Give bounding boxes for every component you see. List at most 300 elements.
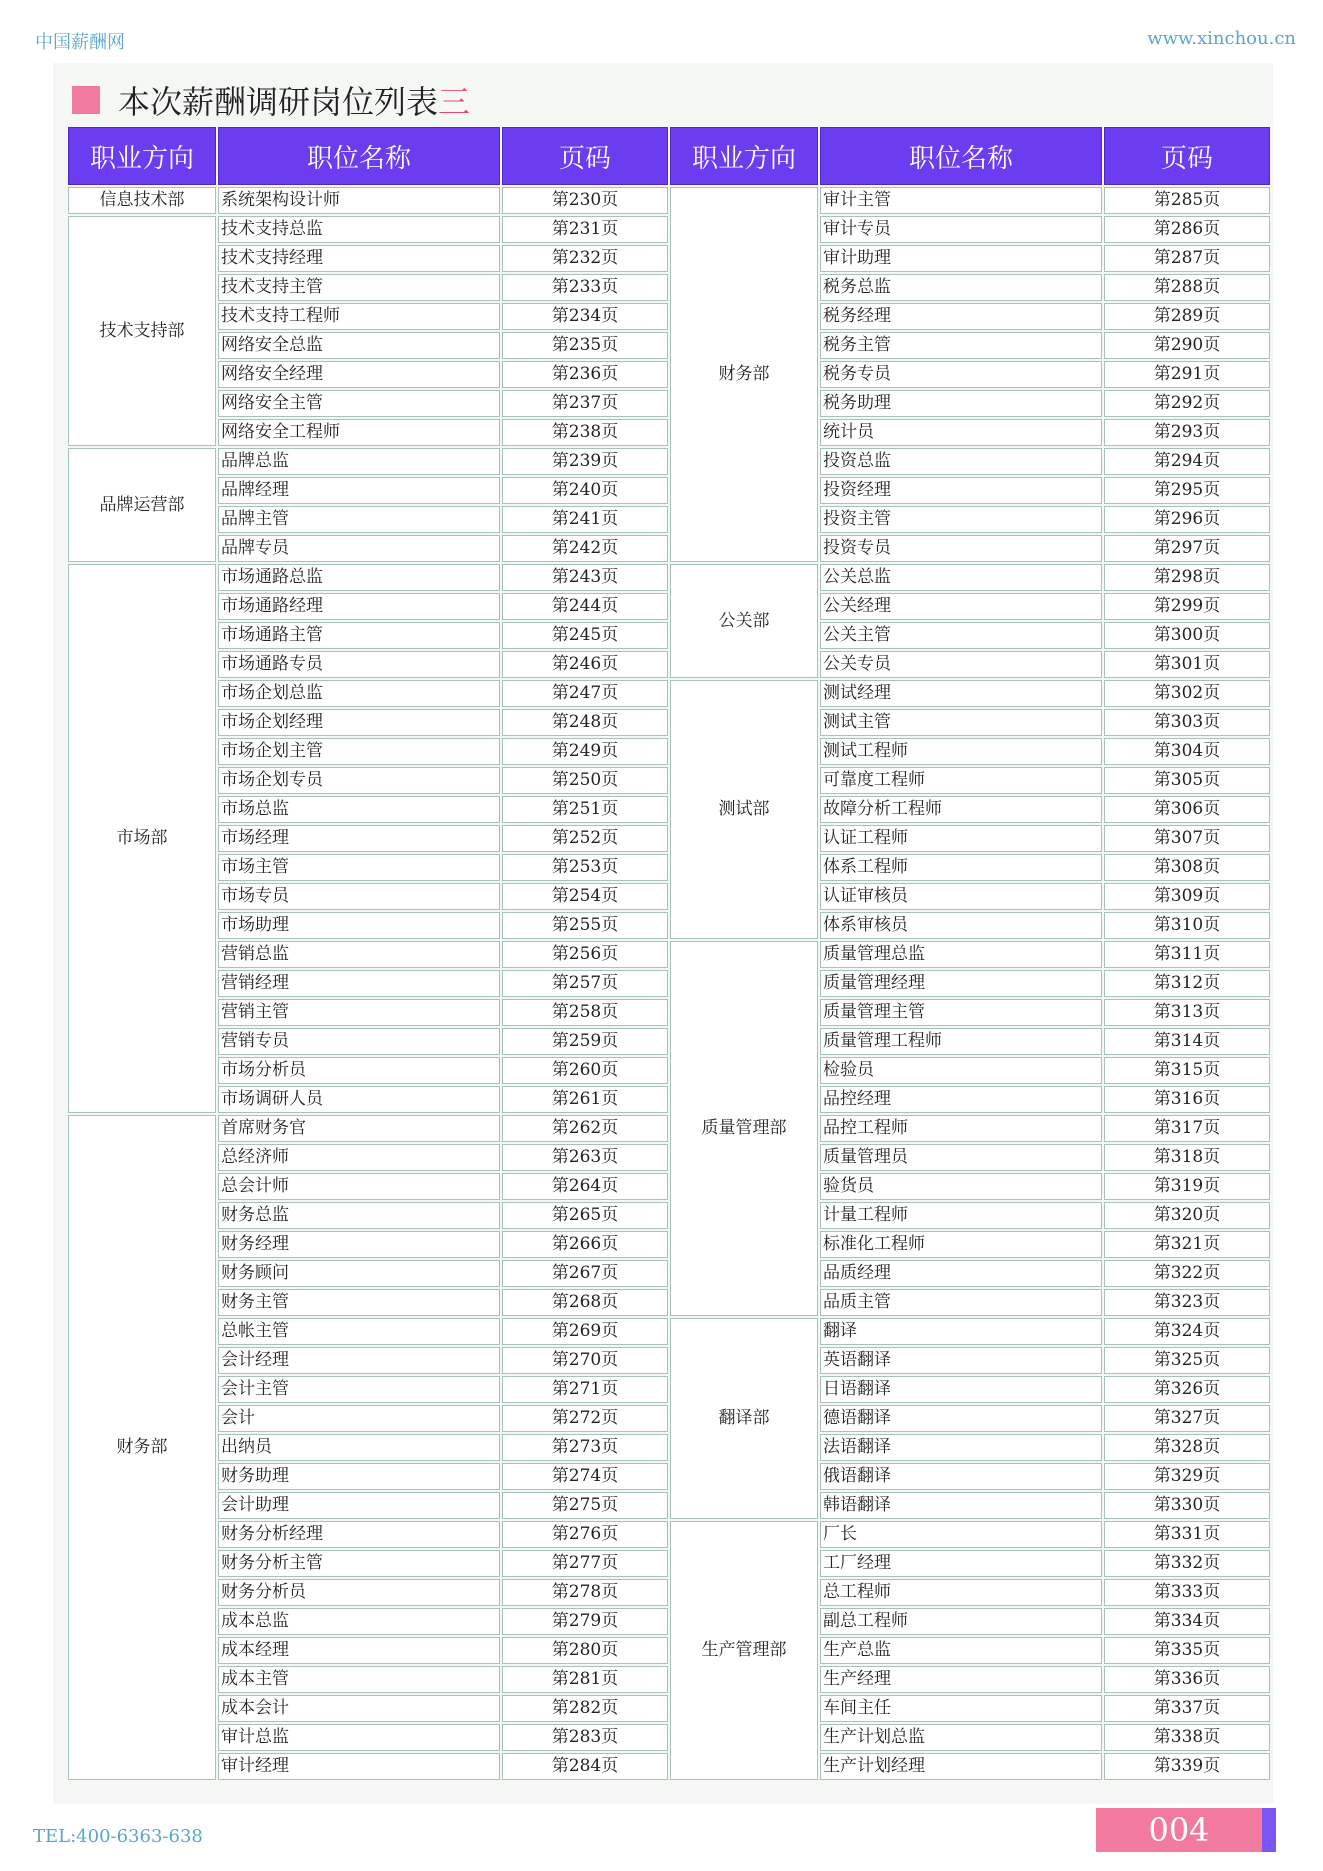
right-page-cell: 第327页 bbox=[1104, 1405, 1270, 1432]
left-page-cell: 第238页 bbox=[502, 419, 668, 446]
left-page-cell: 第261页 bbox=[502, 1086, 668, 1113]
left-position-cell: 财务经理 bbox=[218, 1231, 500, 1258]
right-page-cell: 第286页 bbox=[1104, 216, 1270, 243]
left-position-cell: 市场主管 bbox=[218, 854, 500, 881]
left-position-cell: 会计经理 bbox=[218, 1347, 500, 1374]
table-row bbox=[68, 477, 1270, 504]
page-number-stripe bbox=[1262, 1808, 1276, 1852]
table-row bbox=[68, 1086, 1270, 1113]
left-position-cell: 营销经理 bbox=[218, 970, 500, 997]
left-page-cell: 第234页 bbox=[502, 303, 668, 330]
header-left-page: 页码 bbox=[502, 127, 668, 185]
left-position-cell: 财务顾问 bbox=[218, 1260, 500, 1287]
right-page-cell: 第316页 bbox=[1104, 1086, 1270, 1113]
right-page-cell: 第288页 bbox=[1104, 274, 1270, 301]
right-page-cell: 第333页 bbox=[1104, 1579, 1270, 1606]
left-page-cell: 第269页 bbox=[502, 1318, 668, 1345]
table-row bbox=[68, 1202, 1270, 1229]
right-position-cell: 公关总监 bbox=[820, 564, 1102, 591]
right-page-cell: 第307页 bbox=[1104, 825, 1270, 852]
right-position-cell: 质量管理员 bbox=[820, 1144, 1102, 1171]
right-page-cell: 第315页 bbox=[1104, 1057, 1270, 1084]
table-row bbox=[68, 1521, 1270, 1548]
table-row bbox=[68, 245, 1270, 272]
left-page-cell: 第282页 bbox=[502, 1695, 668, 1722]
left-page-cell: 第254页 bbox=[502, 883, 668, 910]
left-position-cell: 会计助理 bbox=[218, 1492, 500, 1519]
right-page-cell: 第328页 bbox=[1104, 1434, 1270, 1461]
left-position-cell: 成本总监 bbox=[218, 1608, 500, 1635]
table-row bbox=[68, 796, 1270, 823]
right-position-cell: 审计助理 bbox=[820, 245, 1102, 272]
left-page-cell: 第271页 bbox=[502, 1376, 668, 1403]
left-position-cell: 总帐主管 bbox=[218, 1318, 500, 1345]
right-position-cell: 认证审核员 bbox=[820, 883, 1102, 910]
table-row bbox=[68, 535, 1270, 562]
right-page-cell: 第294页 bbox=[1104, 448, 1270, 475]
right-position-cell: 生产经理 bbox=[820, 1666, 1102, 1693]
right-page-cell: 第313页 bbox=[1104, 999, 1270, 1026]
left-page-cell: 第239页 bbox=[502, 448, 668, 475]
left-page-cell: 第230页 bbox=[502, 187, 668, 214]
table-row bbox=[68, 1115, 1270, 1142]
header-right-page: 页码 bbox=[1104, 127, 1270, 185]
right-page-cell: 第324页 bbox=[1104, 1318, 1270, 1345]
table-row bbox=[68, 709, 1270, 736]
right-position-cell: 验货员 bbox=[820, 1173, 1102, 1200]
table-row bbox=[68, 564, 1270, 591]
page-number-box bbox=[1096, 1808, 1262, 1852]
right-position-cell: 品控经理 bbox=[820, 1086, 1102, 1113]
table-row bbox=[68, 999, 1270, 1026]
right-page-cell: 第329页 bbox=[1104, 1463, 1270, 1490]
table-row bbox=[68, 970, 1270, 997]
left-page-cell: 第253页 bbox=[502, 854, 668, 881]
right-position-cell: 质量管理经理 bbox=[820, 970, 1102, 997]
right-page-cell: 第323页 bbox=[1104, 1289, 1270, 1316]
table-row bbox=[68, 883, 1270, 910]
left-position-cell: 市场通路专员 bbox=[218, 651, 500, 678]
table-row bbox=[68, 1434, 1270, 1461]
table-row bbox=[68, 448, 1270, 475]
right-position-cell: 检验员 bbox=[820, 1057, 1102, 1084]
right-page-cell: 第306页 bbox=[1104, 796, 1270, 823]
right-page-cell: 第292页 bbox=[1104, 390, 1270, 417]
right-position-cell: 品质经理 bbox=[820, 1260, 1102, 1287]
left-page-cell: 第260页 bbox=[502, 1057, 668, 1084]
left-position-cell: 财务分析经理 bbox=[218, 1521, 500, 1548]
right-page-cell: 第285页 bbox=[1104, 187, 1270, 214]
right-page-cell: 第335页 bbox=[1104, 1637, 1270, 1664]
table-row bbox=[68, 738, 1270, 765]
title-main: 本次薪酬调研岗位列表 bbox=[118, 83, 439, 121]
left-position-cell: 网络安全主管 bbox=[218, 390, 500, 417]
table-row bbox=[68, 1347, 1270, 1374]
left-position-cell: 总经济师 bbox=[218, 1144, 500, 1171]
table-row bbox=[68, 1637, 1270, 1664]
right-dept-cell: 生产管理部 bbox=[670, 1521, 818, 1780]
left-page-cell: 第279页 bbox=[502, 1608, 668, 1635]
left-page-cell: 第242页 bbox=[502, 535, 668, 562]
table-row bbox=[68, 941, 1270, 968]
left-position-cell: 审计经理 bbox=[218, 1753, 500, 1780]
left-page-cell: 第275页 bbox=[502, 1492, 668, 1519]
left-page-cell: 第252页 bbox=[502, 825, 668, 852]
left-position-cell: 财务分析主管 bbox=[218, 1550, 500, 1577]
right-position-cell: 公关主管 bbox=[820, 622, 1102, 649]
right-page-cell: 第320页 bbox=[1104, 1202, 1270, 1229]
right-dept-cell: 公关部 bbox=[670, 564, 818, 678]
left-page-cell: 第265页 bbox=[502, 1202, 668, 1229]
left-position-cell: 财务助理 bbox=[218, 1463, 500, 1490]
right-page-cell: 第310页 bbox=[1104, 912, 1270, 939]
left-position-cell: 市场企划主管 bbox=[218, 738, 500, 765]
right-position-cell: 质量管理主管 bbox=[820, 999, 1102, 1026]
table-row bbox=[68, 1260, 1270, 1287]
left-page-cell: 第259页 bbox=[502, 1028, 668, 1055]
left-position-cell: 总会计师 bbox=[218, 1173, 500, 1200]
position-list-table bbox=[66, 125, 1272, 1782]
table-row bbox=[68, 216, 1270, 243]
left-page-cell: 第248页 bbox=[502, 709, 668, 736]
right-position-cell: 投资专员 bbox=[820, 535, 1102, 562]
table-row bbox=[68, 593, 1270, 620]
right-position-cell: 德语翻译 bbox=[820, 1405, 1102, 1432]
right-page-cell: 第312页 bbox=[1104, 970, 1270, 997]
left-position-cell: 营销主管 bbox=[218, 999, 500, 1026]
left-page-cell: 第262页 bbox=[502, 1115, 668, 1142]
right-position-cell: 公关经理 bbox=[820, 593, 1102, 620]
left-position-cell: 财务总监 bbox=[218, 1202, 500, 1229]
right-page-cell: 第311页 bbox=[1104, 941, 1270, 968]
right-dept-cell: 测试部 bbox=[670, 680, 818, 939]
left-page-cell: 第258页 bbox=[502, 999, 668, 1026]
right-page-cell: 第290页 bbox=[1104, 332, 1270, 359]
right-page-cell: 第318页 bbox=[1104, 1144, 1270, 1171]
left-position-cell: 市场经理 bbox=[218, 825, 500, 852]
left-page-cell: 第270页 bbox=[502, 1347, 668, 1374]
table-row bbox=[68, 332, 1270, 359]
left-page-cell: 第272页 bbox=[502, 1405, 668, 1432]
table-row bbox=[68, 1144, 1270, 1171]
right-position-cell: 体系审核员 bbox=[820, 912, 1102, 939]
left-position-cell: 技术支持主管 bbox=[218, 274, 500, 301]
table-row bbox=[68, 680, 1270, 707]
right-page-cell: 第293页 bbox=[1104, 419, 1270, 446]
table-row bbox=[68, 419, 1270, 446]
left-position-cell: 成本主管 bbox=[218, 1666, 500, 1693]
table-row bbox=[68, 1550, 1270, 1577]
right-position-cell: 车间主任 bbox=[820, 1695, 1102, 1722]
table-row bbox=[68, 767, 1270, 794]
table-row bbox=[68, 187, 1270, 214]
right-page-cell: 第298页 bbox=[1104, 564, 1270, 591]
table-row bbox=[68, 303, 1270, 330]
left-page-cell: 第256页 bbox=[502, 941, 668, 968]
right-page-cell: 第299页 bbox=[1104, 593, 1270, 620]
left-page-cell: 第250页 bbox=[502, 767, 668, 794]
right-page-cell: 第332页 bbox=[1104, 1550, 1270, 1577]
right-page-cell: 第297页 bbox=[1104, 535, 1270, 562]
right-position-cell: 投资经理 bbox=[820, 477, 1102, 504]
right-position-cell: 翻译 bbox=[820, 1318, 1102, 1345]
table-row bbox=[68, 274, 1270, 301]
right-page-cell: 第289页 bbox=[1104, 303, 1270, 330]
left-page-cell: 第245页 bbox=[502, 622, 668, 649]
right-position-cell: 投资总监 bbox=[820, 448, 1102, 475]
left-page-cell: 第263页 bbox=[502, 1144, 668, 1171]
right-position-cell: 公关专员 bbox=[820, 651, 1102, 678]
left-position-cell: 技术支持经理 bbox=[218, 245, 500, 272]
right-position-cell: 标准化工程师 bbox=[820, 1231, 1102, 1258]
left-position-cell: 财务分析员 bbox=[218, 1579, 500, 1606]
left-position-cell: 营销总监 bbox=[218, 941, 500, 968]
left-dept-cell: 财务部 bbox=[68, 1115, 216, 1780]
right-page-cell: 第305页 bbox=[1104, 767, 1270, 794]
table-row bbox=[68, 825, 1270, 852]
right-position-cell: 日语翻译 bbox=[820, 1376, 1102, 1403]
right-page-cell: 第326页 bbox=[1104, 1376, 1270, 1403]
right-page-cell: 第301页 bbox=[1104, 651, 1270, 678]
left-page-cell: 第277页 bbox=[502, 1550, 668, 1577]
left-page-cell: 第241页 bbox=[502, 506, 668, 533]
left-page-cell: 第268页 bbox=[502, 1289, 668, 1316]
right-page-cell: 第287页 bbox=[1104, 245, 1270, 272]
right-dept-cell: 质量管理部 bbox=[670, 941, 818, 1316]
table-row bbox=[68, 1724, 1270, 1751]
right-page-cell: 第303页 bbox=[1104, 709, 1270, 736]
right-position-cell: 韩语翻译 bbox=[820, 1492, 1102, 1519]
left-page-cell: 第278页 bbox=[502, 1579, 668, 1606]
left-position-cell: 市场专员 bbox=[218, 883, 500, 910]
left-position-cell: 出纳员 bbox=[218, 1434, 500, 1461]
right-dept-cell: 财务部 bbox=[670, 187, 818, 562]
left-position-cell: 市场通路总监 bbox=[218, 564, 500, 591]
left-page-cell: 第240页 bbox=[502, 477, 668, 504]
site-name: 中国薪酬网 bbox=[35, 32, 125, 53]
right-page-cell: 第302页 bbox=[1104, 680, 1270, 707]
table-row bbox=[68, 390, 1270, 417]
right-position-cell: 测试经理 bbox=[820, 680, 1102, 707]
right-position-cell: 法语翻译 bbox=[820, 1434, 1102, 1461]
left-position-cell: 首席财务官 bbox=[218, 1115, 500, 1142]
right-page-cell: 第322页 bbox=[1104, 1260, 1270, 1287]
left-page-cell: 第244页 bbox=[502, 593, 668, 620]
left-page-cell: 第231页 bbox=[502, 216, 668, 243]
right-page-cell: 第338页 bbox=[1104, 1724, 1270, 1751]
title-accent: 三 bbox=[438, 83, 471, 121]
left-page-cell: 第236页 bbox=[502, 361, 668, 388]
table-row bbox=[68, 1753, 1270, 1780]
table-row bbox=[68, 651, 1270, 678]
right-page-cell: 第331页 bbox=[1104, 1521, 1270, 1548]
right-position-cell: 生产总监 bbox=[820, 1637, 1102, 1664]
right-page-cell: 第308页 bbox=[1104, 854, 1270, 881]
left-page-cell: 第284页 bbox=[502, 1753, 668, 1780]
right-position-cell: 测试工程师 bbox=[820, 738, 1102, 765]
table-header-row bbox=[68, 127, 1270, 185]
right-page-cell: 第291页 bbox=[1104, 361, 1270, 388]
left-dept-cell: 品牌运营部 bbox=[68, 448, 216, 562]
left-position-cell: 品牌专员 bbox=[218, 535, 500, 562]
left-position-cell: 技术支持总监 bbox=[218, 216, 500, 243]
right-page-cell: 第339页 bbox=[1104, 1753, 1270, 1780]
table-row bbox=[68, 1608, 1270, 1635]
left-page-cell: 第255页 bbox=[502, 912, 668, 939]
right-page-cell: 第300页 bbox=[1104, 622, 1270, 649]
table-row bbox=[68, 1463, 1270, 1490]
right-page-cell: 第304页 bbox=[1104, 738, 1270, 765]
right-page-cell: 第325页 bbox=[1104, 1347, 1270, 1374]
right-position-cell: 厂长 bbox=[820, 1521, 1102, 1548]
left-page-cell: 第232页 bbox=[502, 245, 668, 272]
right-position-cell: 税务助理 bbox=[820, 390, 1102, 417]
right-page-cell: 第334页 bbox=[1104, 1608, 1270, 1635]
right-position-cell: 体系工程师 bbox=[820, 854, 1102, 881]
right-position-cell: 品控工程师 bbox=[820, 1115, 1102, 1142]
left-page-cell: 第274页 bbox=[502, 1463, 668, 1490]
left-page-cell: 第273页 bbox=[502, 1434, 668, 1461]
left-position-cell: 市场企划专员 bbox=[218, 767, 500, 794]
left-position-cell: 会计主管 bbox=[218, 1376, 500, 1403]
right-position-cell: 质量管理总监 bbox=[820, 941, 1102, 968]
left-page-cell: 第281页 bbox=[502, 1666, 668, 1693]
left-position-cell: 系统架构设计师 bbox=[218, 187, 500, 214]
left-position-cell: 技术支持工程师 bbox=[218, 303, 500, 330]
left-page-cell: 第243页 bbox=[502, 564, 668, 591]
left-page-cell: 第264页 bbox=[502, 1173, 668, 1200]
left-page-cell: 第249页 bbox=[502, 738, 668, 765]
left-position-cell: 市场助理 bbox=[218, 912, 500, 939]
left-position-cell: 成本经理 bbox=[218, 1637, 500, 1664]
right-position-cell: 俄语翻译 bbox=[820, 1463, 1102, 1490]
left-position-cell: 品牌主管 bbox=[218, 506, 500, 533]
left-position-cell: 市场分析员 bbox=[218, 1057, 500, 1084]
right-position-cell: 税务主管 bbox=[820, 332, 1102, 359]
left-position-cell: 市场总监 bbox=[218, 796, 500, 823]
table-row bbox=[68, 506, 1270, 533]
table-row bbox=[68, 1666, 1270, 1693]
left-position-cell: 市场企划经理 bbox=[218, 709, 500, 736]
right-position-cell: 可靠度工程师 bbox=[820, 767, 1102, 794]
right-position-cell: 英语翻译 bbox=[820, 1347, 1102, 1374]
left-page-cell: 第266页 bbox=[502, 1231, 668, 1258]
right-page-cell: 第319页 bbox=[1104, 1173, 1270, 1200]
left-position-cell: 品牌总监 bbox=[218, 448, 500, 475]
left-page-cell: 第237页 bbox=[502, 390, 668, 417]
right-page-cell: 第295页 bbox=[1104, 477, 1270, 504]
left-page-cell: 第247页 bbox=[502, 680, 668, 707]
header-right-position: 职位名称 bbox=[820, 127, 1102, 185]
table-row bbox=[68, 854, 1270, 881]
left-position-cell: 营销专员 bbox=[218, 1028, 500, 1055]
table-row bbox=[68, 1289, 1270, 1316]
table-row bbox=[68, 1492, 1270, 1519]
left-position-cell: 财务主管 bbox=[218, 1289, 500, 1316]
right-dept-cell: 翻译部 bbox=[670, 1318, 818, 1519]
title-square-icon bbox=[72, 86, 100, 114]
right-position-cell: 税务经理 bbox=[820, 303, 1102, 330]
left-dept-cell: 信息技术部 bbox=[68, 187, 216, 214]
right-position-cell: 工厂经理 bbox=[820, 1550, 1102, 1577]
right-position-cell: 生产计划总监 bbox=[820, 1724, 1102, 1751]
right-page-cell: 第336页 bbox=[1104, 1666, 1270, 1693]
left-page-cell: 第257页 bbox=[502, 970, 668, 997]
page-title bbox=[72, 82, 471, 121]
table-row bbox=[68, 1376, 1270, 1403]
right-position-cell: 审计主管 bbox=[820, 187, 1102, 214]
table-row bbox=[68, 622, 1270, 649]
table-row bbox=[68, 1318, 1270, 1345]
left-position-cell: 市场通路经理 bbox=[218, 593, 500, 620]
right-position-cell: 计量工程师 bbox=[820, 1202, 1102, 1229]
header-left-position: 职位名称 bbox=[218, 127, 500, 185]
right-position-cell: 认证工程师 bbox=[820, 825, 1102, 852]
right-position-cell: 统计员 bbox=[820, 419, 1102, 446]
right-position-cell: 故障分析工程师 bbox=[820, 796, 1102, 823]
header-right-dept: 职业方向 bbox=[670, 127, 818, 185]
right-position-cell: 投资主管 bbox=[820, 506, 1102, 533]
left-position-cell: 网络安全总监 bbox=[218, 332, 500, 359]
left-page-cell: 第276页 bbox=[502, 1521, 668, 1548]
table-row bbox=[68, 1231, 1270, 1258]
page-number: 004 bbox=[1148, 1811, 1210, 1849]
left-page-cell: 第251页 bbox=[502, 796, 668, 823]
left-page-cell: 第280页 bbox=[502, 1637, 668, 1664]
table-row bbox=[68, 1173, 1270, 1200]
right-position-cell: 质量管理工程师 bbox=[820, 1028, 1102, 1055]
right-page-cell: 第314页 bbox=[1104, 1028, 1270, 1055]
left-position-cell: 品牌经理 bbox=[218, 477, 500, 504]
right-position-cell: 税务专员 bbox=[820, 361, 1102, 388]
left-page-cell: 第246页 bbox=[502, 651, 668, 678]
left-page-cell: 第233页 bbox=[502, 274, 668, 301]
table-row bbox=[68, 1695, 1270, 1722]
left-position-cell: 市场调研人员 bbox=[218, 1086, 500, 1113]
right-position-cell: 总工程师 bbox=[820, 1579, 1102, 1606]
right-page-cell: 第309页 bbox=[1104, 883, 1270, 910]
table-row bbox=[68, 1028, 1270, 1055]
table-row bbox=[68, 912, 1270, 939]
left-position-cell: 审计总监 bbox=[218, 1724, 500, 1751]
left-position-cell: 市场企划总监 bbox=[218, 680, 500, 707]
left-position-cell: 市场通路主管 bbox=[218, 622, 500, 649]
header-left-dept: 职业方向 bbox=[68, 127, 216, 185]
right-page-cell: 第337页 bbox=[1104, 1695, 1270, 1722]
right-position-cell: 品质主管 bbox=[820, 1289, 1102, 1316]
table-row bbox=[68, 1405, 1270, 1432]
right-position-cell: 税务总监 bbox=[820, 274, 1102, 301]
footer-tel: TEL:400-6363-638 bbox=[33, 1826, 203, 1847]
left-position-cell: 会计 bbox=[218, 1405, 500, 1432]
left-position-cell: 网络安全工程师 bbox=[218, 419, 500, 446]
right-position-cell: 测试主管 bbox=[820, 709, 1102, 736]
left-dept-cell: 市场部 bbox=[68, 564, 216, 1113]
right-position-cell: 副总工程师 bbox=[820, 1608, 1102, 1635]
left-position-cell: 网络安全经理 bbox=[218, 361, 500, 388]
right-page-cell: 第296页 bbox=[1104, 506, 1270, 533]
right-position-cell: 生产计划经理 bbox=[820, 1753, 1102, 1780]
site-url[interactable]: www.xinchou.cn bbox=[1147, 28, 1296, 49]
table-row bbox=[68, 1579, 1270, 1606]
right-position-cell: 审计专员 bbox=[820, 216, 1102, 243]
left-page-cell: 第235页 bbox=[502, 332, 668, 359]
left-position-cell: 成本会计 bbox=[218, 1695, 500, 1722]
table-row bbox=[68, 361, 1270, 388]
left-page-cell: 第267页 bbox=[502, 1260, 668, 1287]
right-page-cell: 第321页 bbox=[1104, 1231, 1270, 1258]
right-page-cell: 第330页 bbox=[1104, 1492, 1270, 1519]
